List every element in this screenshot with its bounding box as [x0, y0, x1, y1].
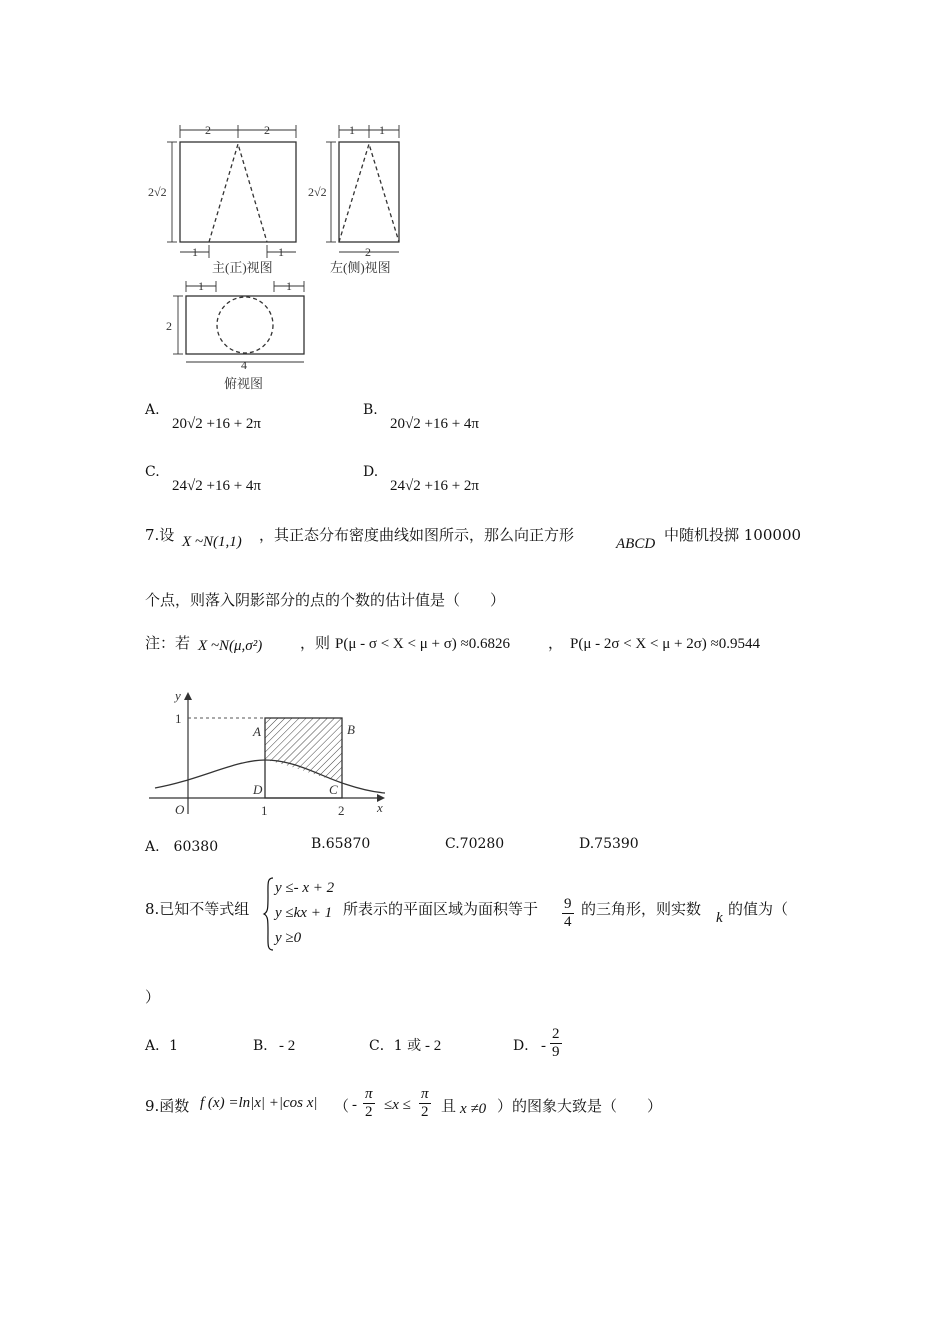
q8-fraction	[562, 896, 574, 930]
q8-k: k	[716, 910, 723, 926]
front-dim-height: 2√2	[148, 185, 167, 199]
front-dim-top-right: 2	[264, 123, 270, 137]
front-dim-top-left: 2	[205, 123, 211, 137]
q6-option-c-value: 24√2 +16 + 4π	[172, 478, 261, 494]
q8-inequality-2: y ≤kx + 1	[275, 905, 333, 921]
q8-text-3: 的值为（	[728, 900, 789, 918]
q8-line-2: ）	[145, 988, 161, 1006]
front-dim-bottom-right: 1	[278, 245, 284, 259]
q6-option-a-label: A.	[145, 402, 160, 418]
q8-option-c-label: C．1 或	[369, 1038, 422, 1054]
q9-number: 9.函数	[145, 1097, 190, 1115]
q6-option-d-label: D.	[363, 464, 379, 480]
q8-option-d-numerator: 2	[552, 1026, 560, 1042]
q9-fraction-left	[363, 1086, 375, 1120]
side-dim-bottom: 2	[365, 245, 371, 259]
front-dim-bottom-left: 1	[192, 245, 198, 259]
q7-note-then: ，则	[300, 634, 331, 652]
top-caption: 俯视图	[224, 376, 264, 391]
density-curve	[155, 760, 385, 793]
q8-option-d-denominator: 9	[552, 1043, 560, 1060]
q7-comma: ，	[548, 634, 564, 652]
q6-option-d-value: 24√2 +16 + 2π	[390, 478, 479, 494]
top-view-rect	[186, 296, 304, 354]
three-view-figure	[150, 118, 410, 396]
x-tick-1: 1	[261, 803, 268, 818]
front-view-triangle	[209, 144, 267, 242]
q6-option-b-label: B.	[363, 402, 378, 418]
q7-option-c: C.70280	[445, 836, 505, 852]
q9-inequality: ≤x ≤	[384, 1097, 411, 1113]
point-c-label: C	[329, 782, 338, 797]
q8-text-2: 的三角形，则实数	[581, 900, 702, 918]
q8-option-a: A．1	[145, 1038, 179, 1054]
side-view-rect	[339, 142, 399, 242]
q7-option-a: A. 60380	[145, 839, 219, 855]
y-tick-1: 1	[175, 711, 182, 726]
q8-fraction-numerator: 9	[564, 896, 572, 912]
point-b-label: B	[347, 722, 355, 737]
top-dim-top-left: 1	[198, 279, 204, 293]
q9-fraction-right-denominator: 2	[421, 1103, 429, 1120]
q8-option-b-label: B．	[253, 1038, 278, 1054]
q7-distribution: X ~N(1,1)	[182, 534, 242, 550]
q9-open-paren: （	[334, 1097, 350, 1115]
side-dim-top-right: 1	[379, 123, 385, 137]
q7-number: 7.设	[145, 526, 175, 544]
q8-option-d-label: D．	[513, 1038, 539, 1054]
q7-probability-2: P(μ - 2σ < X < μ + 2σ) ≈0.9544	[570, 636, 761, 652]
q9-fraction-left-numerator: π	[365, 1086, 373, 1102]
top-dim-height: 2	[166, 319, 172, 333]
side-dim-top-left: 1	[349, 123, 355, 137]
front-caption: 主(正)视图	[212, 260, 273, 275]
q8-inequality-3: y ≥0	[275, 930, 302, 946]
q8-number: 8.已知不等式组	[145, 900, 250, 918]
side-caption: 左(侧)视图	[330, 260, 391, 275]
q7-text-1: ，其正态分布密度曲线如图所示，那么向正方形	[259, 526, 575, 544]
normal-curve-figure	[145, 688, 395, 820]
q9-fraction-left-denominator: 2	[365, 1103, 373, 1120]
q8-option-c-value: - 2	[425, 1038, 442, 1054]
shaded-region	[265, 718, 342, 782]
front-view-rect	[180, 142, 296, 242]
q6-option-a-value: 20√2 +16 + 2π	[172, 416, 261, 432]
q7-option-d: D.75390	[579, 836, 639, 852]
top-dim-bottom: 4	[241, 358, 247, 372]
point-d-label: D	[253, 782, 263, 797]
q7-note-distribution: X ~N(μ,σ²)	[198, 638, 263, 654]
x-tick-2: 2	[338, 803, 345, 818]
q9-and: 且	[441, 1097, 457, 1115]
q6-option-b-value: 20√2 +16 + 4π	[390, 416, 479, 432]
q8-option-d-fraction	[550, 1026, 562, 1060]
side-dim-height: 2√2	[308, 185, 327, 199]
top-dim-top-right: 1	[286, 279, 292, 293]
q7-option-b: B.65870	[311, 836, 371, 852]
y-axis-label: y	[175, 688, 181, 703]
x-axis-label: x	[377, 800, 383, 815]
q9-x-not-zero: x ≠0	[460, 1101, 487, 1117]
q9-close: ）的图象大致是（ ）	[497, 1097, 663, 1115]
q8-brace	[263, 876, 275, 952]
q8-fraction-denominator: 4	[564, 913, 572, 930]
side-view-triangle	[339, 144, 399, 242]
q7-note-prefix: 注：若	[145, 634, 191, 652]
origin-label: O	[175, 802, 185, 817]
q7-line-2: 个点，则落入阴影部分的点的个数的估计值是（ ）	[145, 591, 506, 609]
q9-fraction-right	[419, 1086, 431, 1120]
q9-function: f (x) =ln|x| +|cos x|	[200, 1095, 318, 1111]
q7-probability-1: P(μ - σ < X < μ + σ) ≈0.6826	[335, 636, 511, 652]
q8-inequality-1: y ≤- x + 2	[275, 880, 335, 896]
q6-option-c-label: C.	[145, 464, 160, 480]
q8-option-b-value: - 2	[279, 1038, 296, 1054]
q9-fraction-right-numerator: π	[421, 1086, 429, 1102]
q8-text-1: 所表示的平面区域为面积等于	[343, 900, 539, 918]
q7-abcd: ABCD	[616, 536, 656, 552]
q7-text-2: 中随机投掷 100000	[664, 526, 802, 544]
q8-option-d-sign: -	[541, 1038, 546, 1054]
q9-minus: -	[352, 1097, 357, 1113]
top-view-circle	[217, 297, 273, 353]
point-a-label: A	[253, 724, 261, 739]
